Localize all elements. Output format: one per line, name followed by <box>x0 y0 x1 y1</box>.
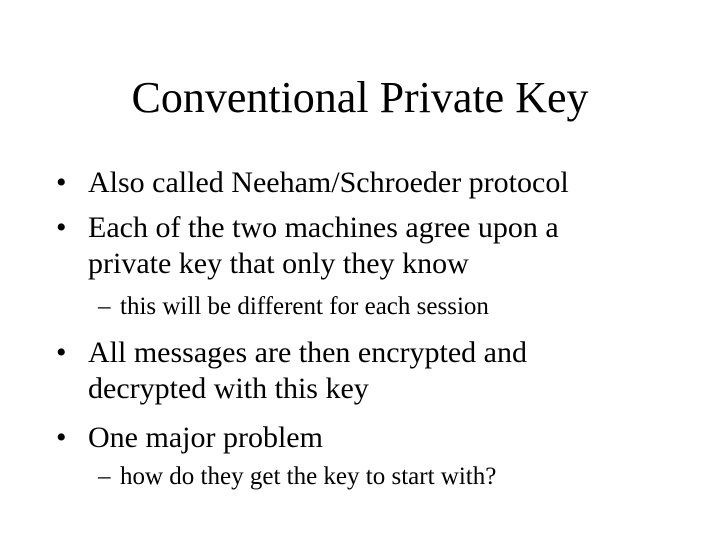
sub-bullet-marker: – <box>98 293 111 320</box>
bullet-marker: • <box>56 166 67 199</box>
sub-bullet-item <box>98 292 658 322</box>
bullet-text: All messages are then encrypted and decrypted with this key <box>88 336 527 405</box>
bullet-item <box>56 165 676 201</box>
bullet-text: Also called Neeham/Schroeder protocol <box>88 166 569 199</box>
bullet-text: Each of the two machines agree upon a private key that only they know <box>88 211 559 280</box>
bullet-text: One major problem <box>88 421 323 454</box>
bullet-marker: • <box>56 421 67 454</box>
bullet-item <box>56 335 576 407</box>
sub-bullet-marker: – <box>98 463 111 490</box>
bullet-item <box>56 420 676 456</box>
bullet-item <box>56 210 596 282</box>
slide-title: Conventional Private Key <box>131 73 589 122</box>
bullet-marker: • <box>56 336 67 369</box>
sub-bullet-text: this will be different for each session <box>120 293 489 320</box>
sub-bullet-item <box>98 462 658 492</box>
bullet-marker: • <box>56 211 67 244</box>
sub-bullet-text: how do they get the key to start with? <box>120 463 497 490</box>
